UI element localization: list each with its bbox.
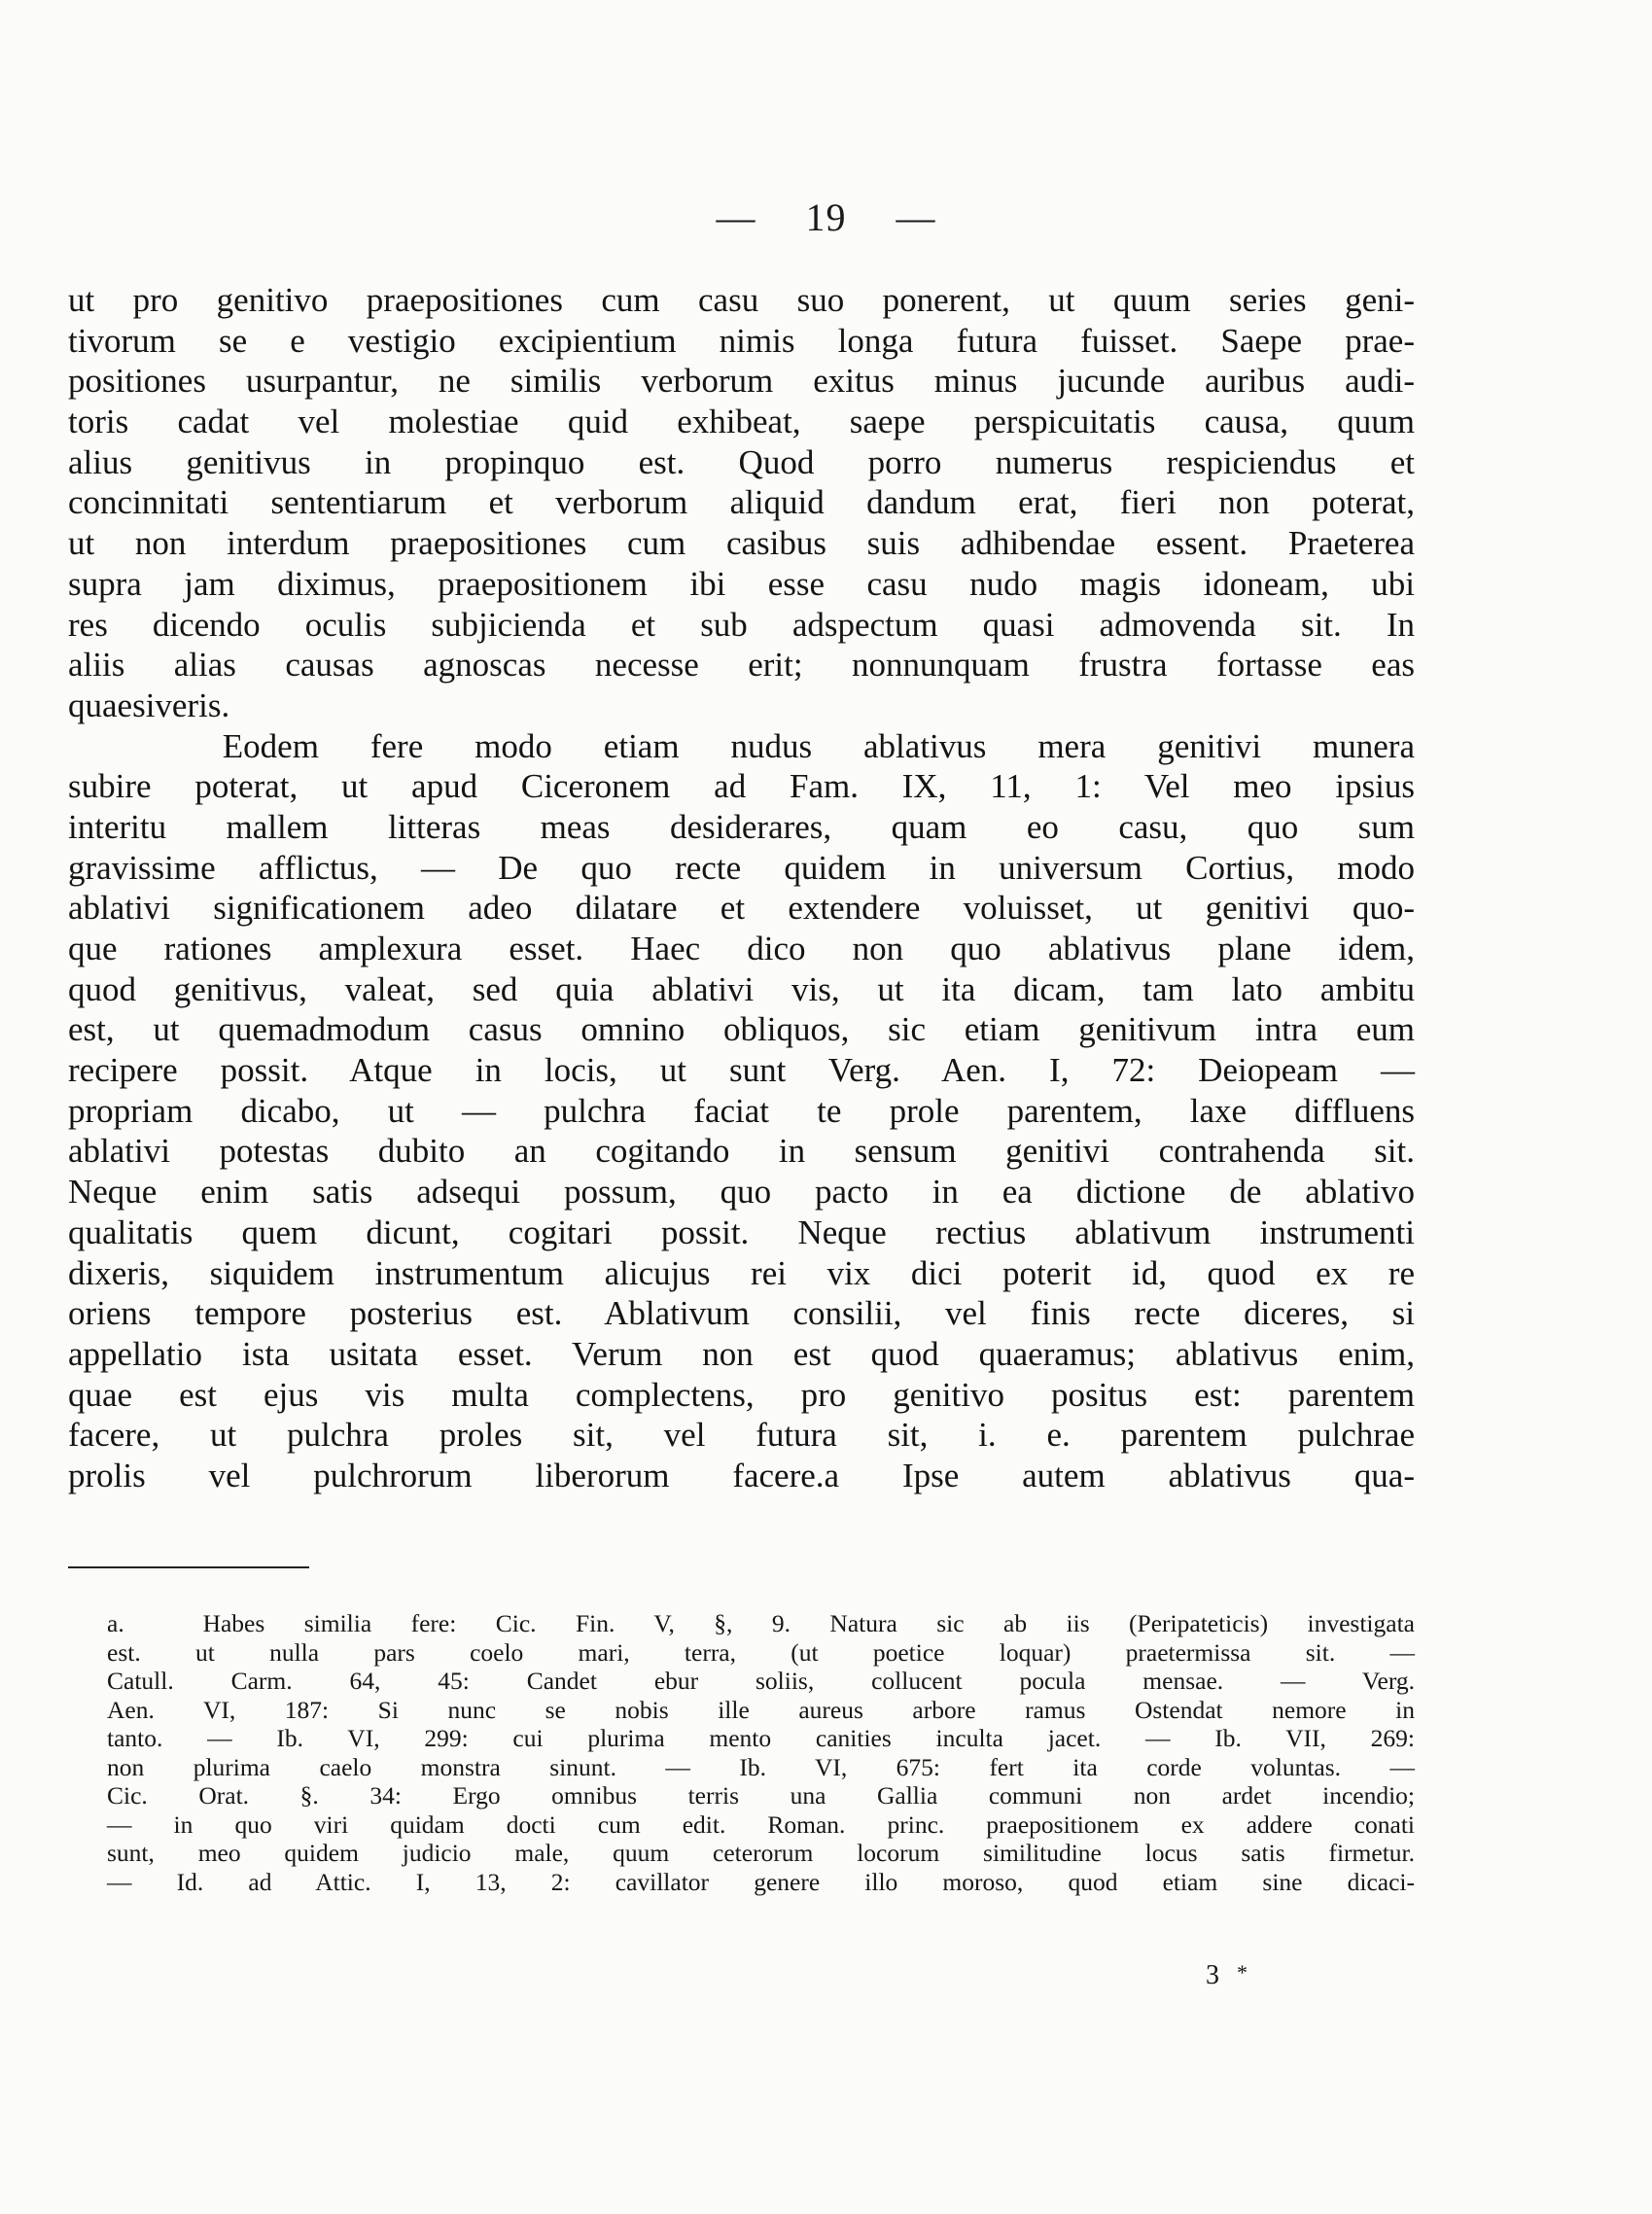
text-line: subire poterat, ut apud Ciceronem ad Fam. IX, 11, 1: Vel meo ipsius: [68, 767, 1415, 806]
text-line: ablativi potestas dubito an cogitando in sensum genitivi contrahenda sit.: [68, 1132, 1415, 1171]
footnote-line: Cic. Orat. §. 34: Ergo omnibus terris una Gallia communi non ardet incendio;: [107, 1781, 1415, 1810]
text-line: tivorum se e vestigio excipientium nimis longa futura fuisset. Saepe prae-: [68, 321, 1415, 360]
text-line: ut non interdum praepositiones cum casibus suis adhibendae essent. Praeterea: [68, 524, 1415, 563]
text-line: quod genitivus, valeat, sed quia ablativi vis, ut ita dicam, tam lato ambitu: [68, 969, 1415, 1008]
page-number: 19: [805, 195, 847, 239]
text-line: ablativi significationem adeo dilatare et extendere voluisset, ut genitivi quo-: [68, 889, 1415, 928]
text-line: facere, ut pulchra proles sit, vel futura sit, i. e. parentem pulchrae: [68, 1416, 1415, 1455]
footnote-line: — Id. ad Attic. I, 13, 2: cavillator genere illo moroso, quod etiam sine dicaci-: [107, 1867, 1415, 1896]
text-line: ut pro genitivo praepositiones cum casu suo ponerent, ut quum series geni-: [68, 281, 1415, 319]
text-line: prolis vel pulchrorum liberorum facere.a Ipse autem ablativus qua-: [68, 1456, 1415, 1494]
text-line: Neque enim satis adsequi possum, quo pacto in ea dictione de ablativo: [68, 1173, 1415, 1212]
text-line: dixeris, siquidem instrumentum alicujus rei vix dici poterit id, quod ex re: [68, 1253, 1415, 1292]
text-line: concinnitati sententiarum et verborum aliquid dandum erat, fieri non poterat,: [68, 483, 1415, 522]
signature-mark: [1206, 1960, 1248, 1991]
text-line: alius genitivus in propinquo est. Quod porro numerus respiciendus et: [68, 442, 1415, 481]
signature-star: *: [1237, 1960, 1248, 1985]
footnote-line: — in quo viri quidam docti cum edit. Roman. princ. praepositionem ex addere conati: [107, 1810, 1415, 1839]
text-line: recipere possit. Atque in locis, ut sunt Verg. Aen. I, 72: Deiopeam —: [68, 1051, 1415, 1090]
page-header: [0, 194, 1652, 240]
text-line: gravissime afflictus, — De quo recte quidem in universum Cortius, modo: [68, 848, 1415, 887]
text-line: oriens tempore posterius est. Ablativum consilii, vel finis recte diceres, si: [68, 1294, 1415, 1333]
text-line: interitu mallem litteras meas desiderares, quam eo casu, quo sum: [68, 807, 1415, 846]
text-line: qualitatis quem dicunt, cogitari possit. Neque rectius ablativum instrumenti: [68, 1212, 1415, 1251]
header-left-dash: —: [716, 195, 756, 239]
text-line: res dicendo oculis subjicienda et sub adspectum quasi admovenda sit. In: [68, 605, 1415, 644]
text-line: aliis alias causas agnoscas necesse erit; nonnunquam frustra fortasse eas: [68, 646, 1415, 685]
signature-number: 3: [1206, 1960, 1219, 1990]
footnote-line: Aen. VI, 187: Si nunc se nobis ille aureus arbore ramus Ostendat nemore in: [107, 1695, 1415, 1724]
text-line: toris cadat vel molestiae quid exhibeat, saepe perspicuitatis causa, quum: [68, 403, 1415, 441]
footnote-line: Catull. Carm. 64, 45: Candet ebur soliis, collucent pocula mensae. — Verg.: [107, 1667, 1415, 1695]
text-line: positiones usurpantur, ne similis verborum exitus minus jucunde auribus audi-: [68, 362, 1415, 401]
text-line: supra jam diximus, praepositionem ibi esse casu nudo magis idoneam, ubi: [68, 564, 1415, 603]
text-line: que rationes amplexura esset. Haec dico non quo ablativus plane idem,: [68, 930, 1415, 967]
text-line: propriam dicabo, ut — pulchra faciat te prole parentem, laxe diffluens: [68, 1091, 1415, 1130]
text-line: Eodem fere modo etiam nudus ablativus mera genitivi munera: [68, 726, 1415, 765]
main-text: [68, 280, 1415, 1496]
footnote-divider: [68, 1566, 309, 1568]
footnote-line: est. ut nulla pars coelo mari, terra, (ut poetice loquar) praetermissa sit. —: [107, 1637, 1415, 1667]
text-line: quae est ejus vis multa complectens, pro genitivo positus est: parentem: [68, 1375, 1415, 1414]
text-line: quaesiveris.: [68, 685, 230, 724]
footnote-line: sunt, meo quidem judicio male, quum ceterorum locorum similitudine locus satis firmetur.: [107, 1839, 1415, 1867]
header-right-dash: —: [896, 195, 936, 239]
footnote-line: tanto. — Ib. VI, 299: cui plurima mento canities inculta jacet. — Ib. VII, 269:: [107, 1724, 1415, 1752]
text-line: est, ut quemadmodum casus omnino obliquos, sic etiam genitivum intra eum: [68, 1010, 1415, 1049]
footnote-line: non plurima caelo monstra sinunt. — Ib. VI, 675: fert ita corde voluntas. —: [107, 1752, 1415, 1781]
footnote: [107, 1609, 1415, 1896]
text-line: appellatio ista usitata esset. Verum non est quod quaeramus; ablativus enim,: [68, 1334, 1415, 1373]
footnote-line: a. Habes similia fere: Cic. Fin. V, §, 9. Natura sic ab iis (Peripateticis) investigata: [107, 1609, 1415, 1637]
